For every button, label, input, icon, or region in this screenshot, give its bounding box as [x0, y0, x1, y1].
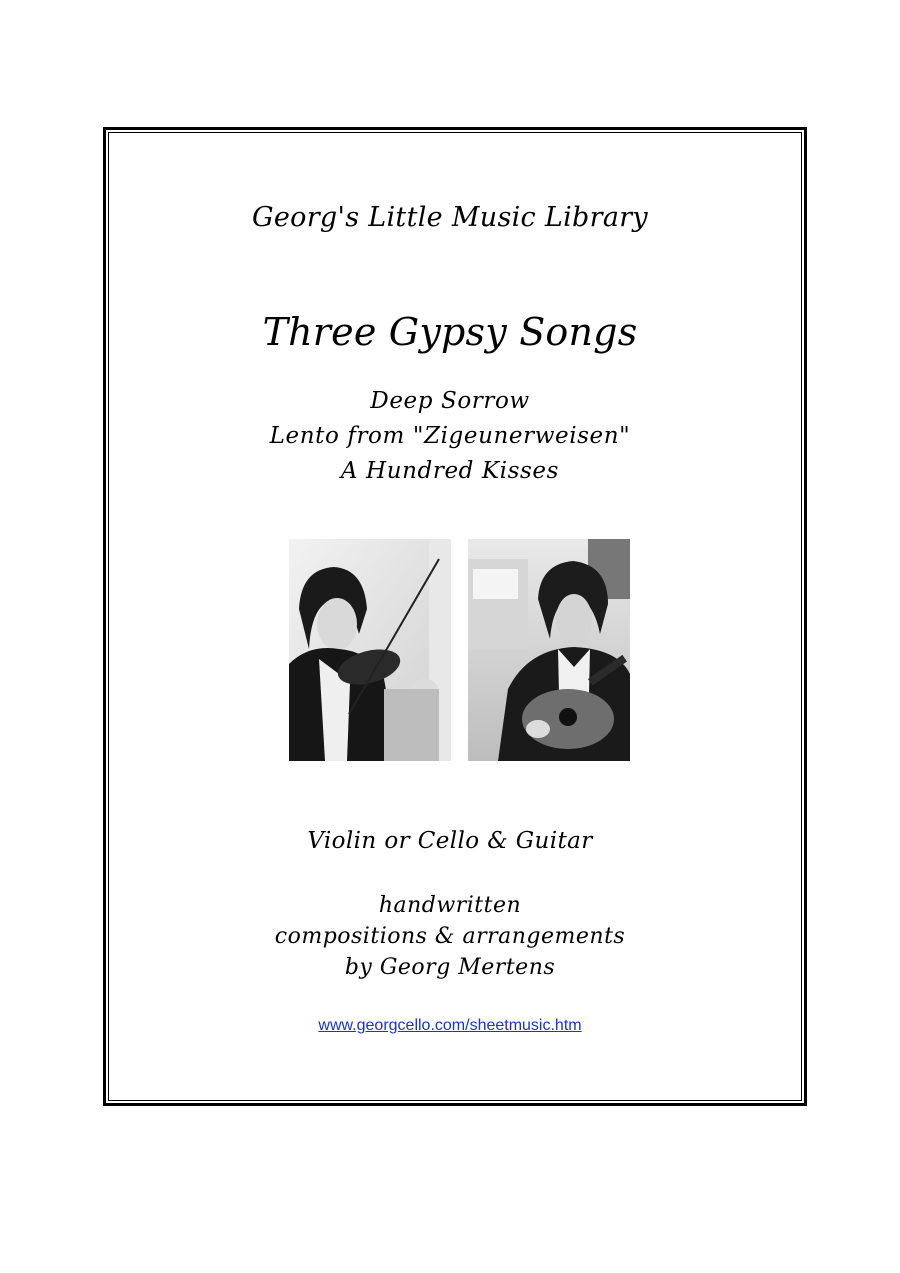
song-title-2: Lento from "Zigeunerweisen" [269, 423, 631, 449]
credit-line-1: handwritten [378, 893, 522, 918]
credit-line-3: by Georg Mertens [344, 955, 556, 980]
cover-title: Three Gypsy Songs [262, 310, 638, 354]
credit-line-2: compositions & arrangements [274, 924, 626, 949]
song-title-1: Deep Sorrow [370, 388, 530, 414]
library-name: Georg's Little Music Library [252, 202, 648, 233]
song-title-3: A Hundred Kisses [340, 458, 560, 484]
guitarist-photo [468, 539, 630, 761]
instrumentation: Violin or Cello & Guitar [307, 828, 593, 854]
website-link[interactable]: www.georgcello.com/sheetmusic.htm [318, 1017, 582, 1034]
violinist-photo [289, 539, 451, 761]
